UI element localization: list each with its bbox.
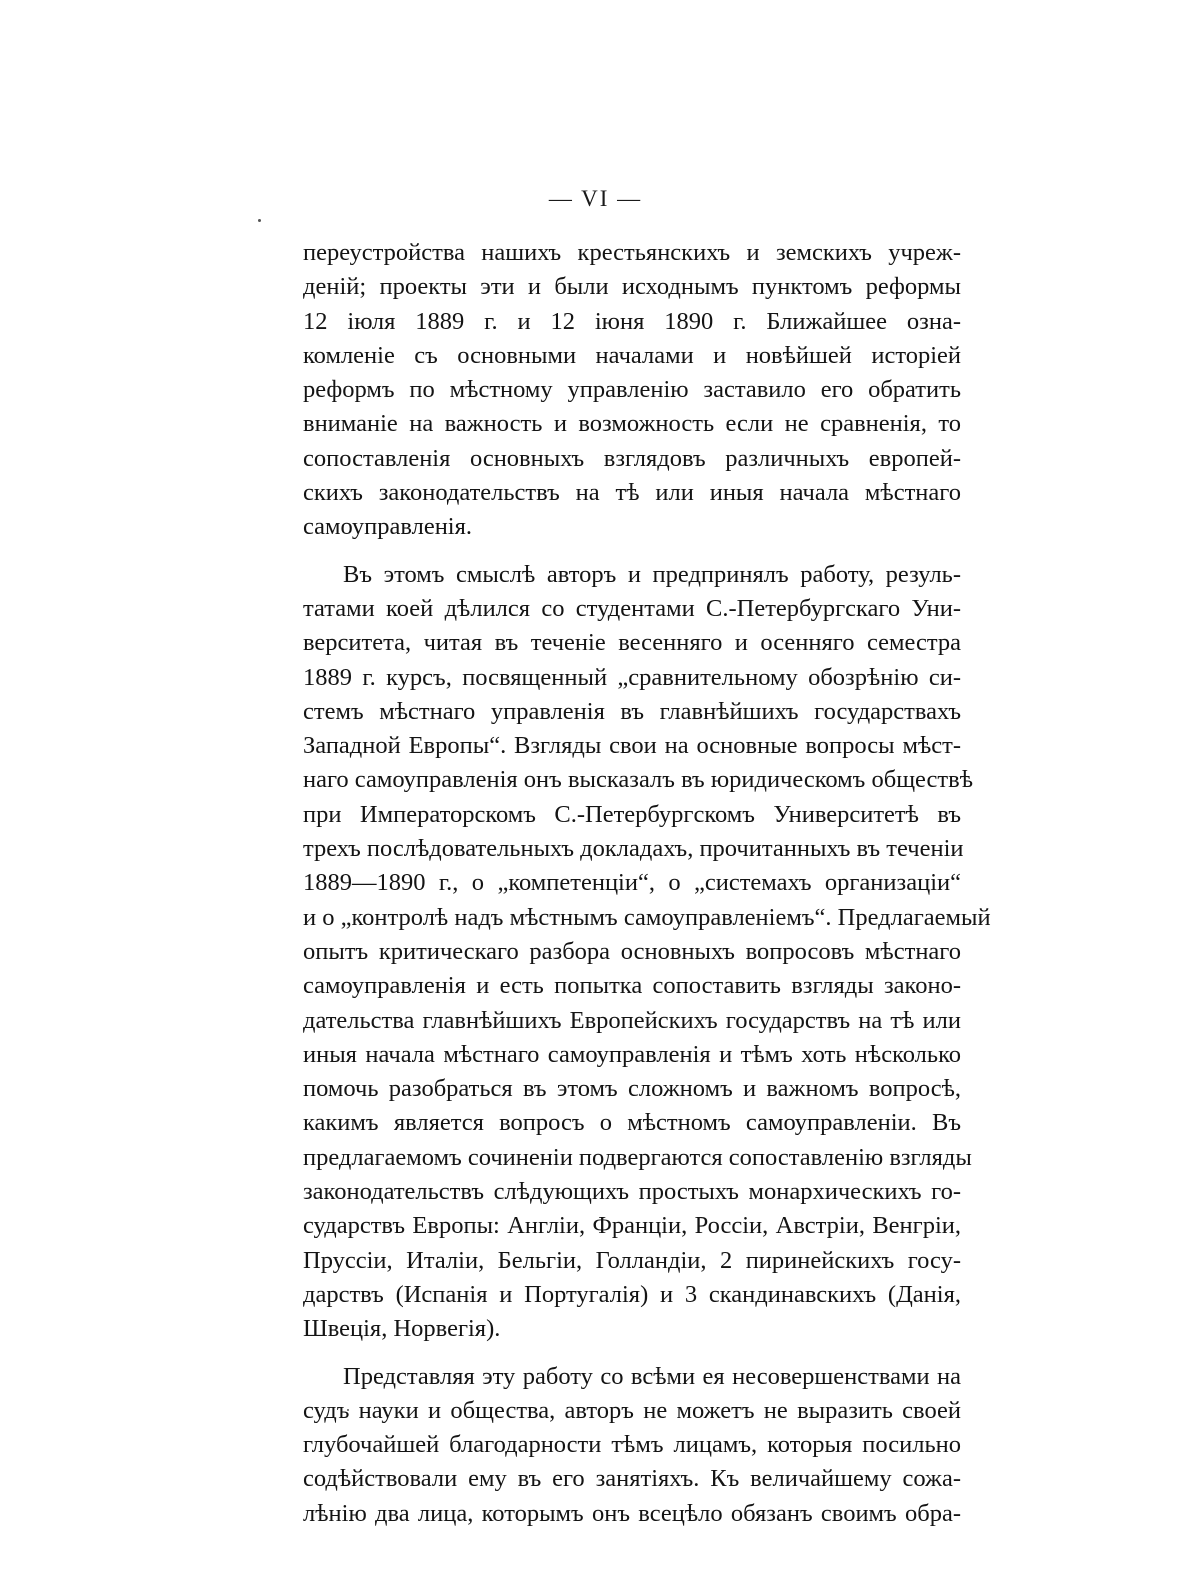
text-line: реформъ по мѣстному управленію заставило его обратить <box>303 376 961 404</box>
text-line: Представляя эту работу со всѣми ея несовершенствами на <box>343 1362 961 1390</box>
text-line: и о „контролѣ надъ мѣстнымъ самоуправленіемъ“. Предлагаемый <box>303 903 991 931</box>
text-line: татами коей дѣлился со студентами С.-Петербургскаго Уни- <box>303 594 961 622</box>
text-line: переустройства нашихъ крестьянскихъ и земскихъ учреж- <box>303 239 961 266</box>
text-line: верситета, читая въ теченіе весенняго и осенняго семестра <box>303 629 961 657</box>
text-line: какимъ является вопросъ о мѣстномъ самоуправленіи. Въ <box>303 1109 961 1137</box>
text-line: 12 іюля 1889 г. и 12 іюня 1890 г. Ближайшее озна- <box>303 307 961 335</box>
text-line: трехъ послѣдовательныхъ докладахъ, прочитанныхъ въ теченіи <box>303 835 964 863</box>
text-line: дарствъ (Испанія и Португалія) и 3 скандинавскихъ (Данія, <box>303 1280 961 1308</box>
text-line: скихъ законодательствъ на тѣ или иныя начала мѣстнаго <box>303 479 961 507</box>
text-line: наго самоуправленія онъ высказалъ въ юридическомъ обществѣ <box>303 766 973 794</box>
paragraph-3 <box>303 1360 961 1531</box>
text-line: самоуправленія. <box>303 513 473 541</box>
text-line: сударствъ Европы: Англіи, Франціи, Россіи, Австріи, Венгріи, <box>303 1212 961 1240</box>
text-line: помочь разобраться въ этомъ сложномъ и важномъ вопросѣ, <box>303 1075 961 1103</box>
text-line: Пруссіи, Италіи, Бельгіи, Голландіи, 2 пиринейскихъ госу- <box>303 1246 961 1274</box>
text-line: самоуправленія и есть попытка сопоставить взгляды законо- <box>303 972 961 1000</box>
text-line: глубочайшей благодарности тѣмъ лицамъ, которыя посильно <box>303 1431 961 1459</box>
text-line: судъ науки и общества, авторъ не можетъ не выразить своей <box>303 1396 961 1424</box>
text-line: при Императорскомъ С.-Петербургскомъ Университетѣ въ <box>303 800 961 828</box>
paragraph-1 <box>303 236 961 545</box>
text-line: лѣнію два лица, которымъ онъ всецѣло обязанъ своимъ обра- <box>303 1499 961 1527</box>
text-line: стемъ мѣстнаго управленія въ главнѣйшихъ государствахъ <box>303 697 961 725</box>
text-line: сопоставленія основныхъ взглядовъ различныхъ европей- <box>303 444 961 472</box>
text-line: Швеція, Норвегія). <box>303 1315 501 1343</box>
text-line: деній; проекты эти и были исходнымъ пунктомъ реформы <box>303 273 961 301</box>
text-line: дательства главнѣйшихъ Европейскихъ государствъ на тѣ или <box>303 1006 961 1034</box>
text-line: 1889—1890 г., о „компетенціи“, о „системахъ организаціи“ <box>303 869 961 897</box>
text-line: Западной Европы“. Взгляды свои на основные вопросы мѣст- <box>303 732 961 760</box>
text-line: комленіе съ основными началами и новѣйшей исторіей <box>303 341 961 369</box>
text-line: вниманіе на важность и возможность если не сравненія, то <box>303 410 961 438</box>
body-text <box>303 236 991 1531</box>
scan-speck <box>258 219 261 222</box>
page-number: — VI — <box>548 186 643 211</box>
text-line: предлагаемомъ сочиненіи подвергаются сопоставленію взгляды <box>303 1143 972 1171</box>
text-line: 1889 г. курсъ, посвященный „сравнительному обозрѣнію си- <box>303 663 961 691</box>
text-line: опытъ критическаго разбора основныхъ вопросовъ мѣстнаго <box>303 937 961 965</box>
text-line: иныя начала мѣстнаго самоуправленія и тѣмъ хоть нѣсколько <box>303 1040 961 1068</box>
text-line: содѣйствовали ему въ его занятіяхъ. Къ величайшему сожа- <box>303 1465 961 1493</box>
paragraph-2 <box>303 558 991 1347</box>
text-line: Въ этомъ смыслѣ авторъ и предпринялъ работу, резуль- <box>343 560 961 588</box>
text-line: законодательствъ слѣдующихъ простыхъ монархическихъ го- <box>303 1178 961 1206</box>
